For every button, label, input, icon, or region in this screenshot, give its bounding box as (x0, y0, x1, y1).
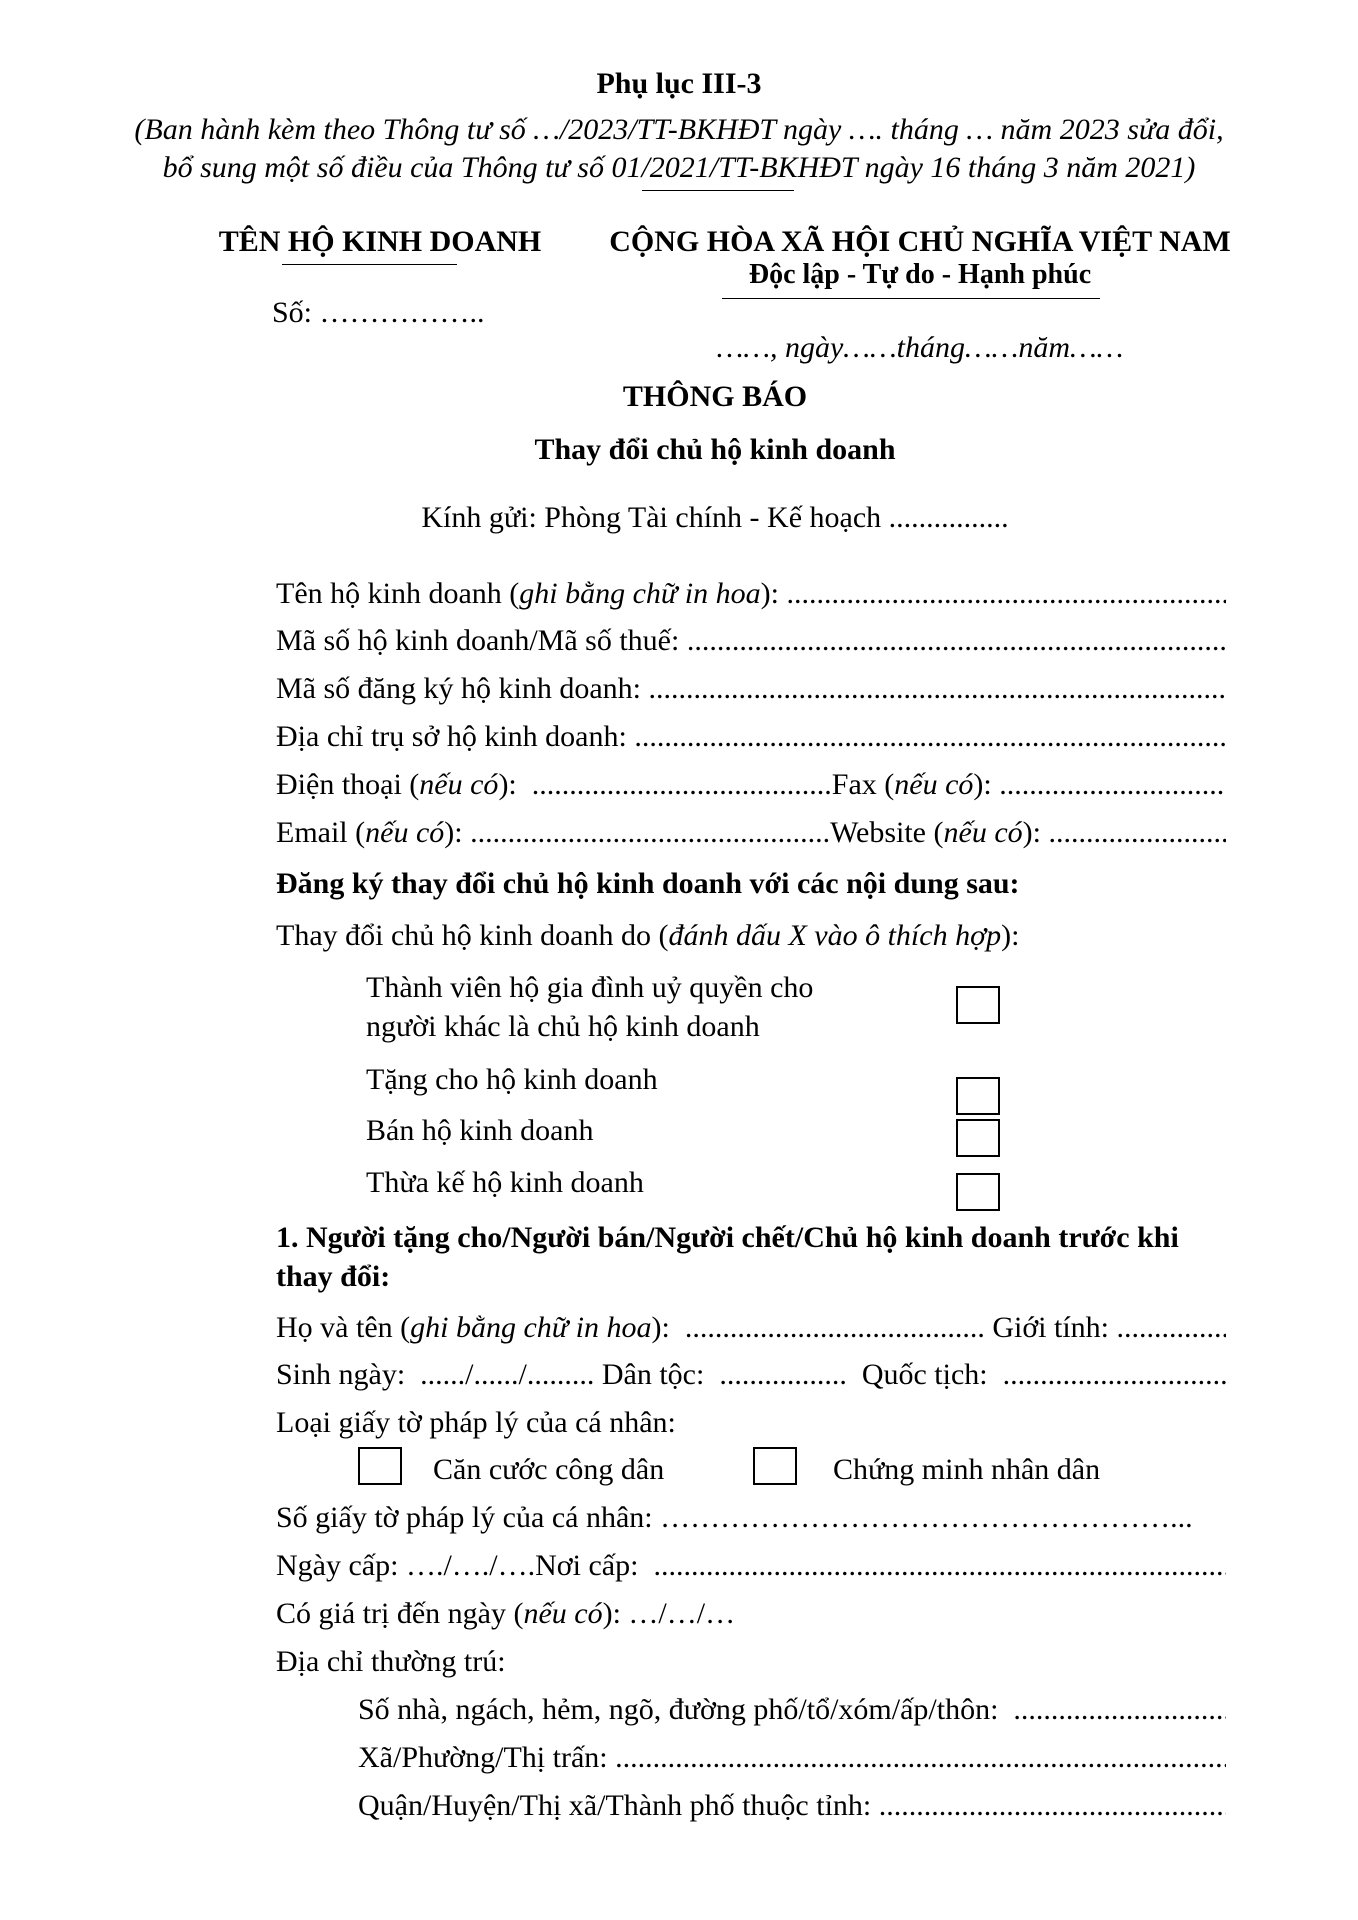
phone-fax-row (276, 767, 1226, 803)
issue-date-field[interactable]: …./…./…. (405, 1549, 536, 1582)
website-field[interactable] (1048, 815, 1226, 851)
phone-label: Điện thoại (nếu có): (276, 768, 517, 801)
issue-date-label: Ngày cấp: (276, 1549, 399, 1582)
tax-code-field[interactable]: Mã số hộ kinh doanh/Mã số thuế: ..... (276, 623, 1226, 659)
dob-field[interactable]: ....../....../......... (420, 1358, 595, 1391)
option-inheritance-label: Thừa kế hộ kinh doanh (366, 1166, 644, 1199)
ethnicity-label: Dân tộc: (601, 1358, 705, 1391)
email-label: Email (nếu có): (276, 816, 463, 849)
fax-field[interactable] (999, 767, 1226, 803)
option-gift-label: Tặng cho hộ kinh doanh (366, 1063, 658, 1096)
document-subtitle: Thay đổi chủ hộ kinh doanh (534, 433, 896, 466)
valid-until-field[interactable]: Có giá trị đến ngày (nếu có): …/…/… (276, 1597, 736, 1630)
nationality-field[interactable] (1003, 1357, 1226, 1393)
gender-field[interactable] (1117, 1310, 1226, 1346)
decree-reference-line-2: bổ sung một số điều của Thông tư số 01/2021/TT-BKHĐT ngày 16 tháng 3 năm 2021) (162, 151, 1196, 184)
fullname-label: Họ và tên (ghi bằng chữ in hoa): (276, 1311, 670, 1344)
fax-label: Fax (nếu có): (831, 768, 992, 801)
sale-checkbox[interactable] (956, 1119, 1000, 1157)
appendix-title: Phụ lục III-3 (596, 67, 762, 100)
fullname-gender-row (276, 1310, 1226, 1346)
dob-ethnicity-row (276, 1357, 1226, 1393)
head-office-address-field[interactable]: Địa chỉ trụ sở hộ kinh doanh: ..... (276, 719, 1226, 755)
option-authorization-line-2: người khác là chủ hộ kinh doanh (366, 1010, 760, 1043)
place-date-line: ……, ngày……tháng……năm…… (716, 331, 1124, 364)
person-section-heading-line-2: thay đổi: (276, 1260, 391, 1293)
business-label-underline (282, 264, 457, 265)
id-type-label: Loại giấy tờ pháp lý của cá nhân: (276, 1406, 676, 1439)
residence-label: Địa chỉ thường trú: (276, 1645, 506, 1678)
person-section-heading-line-1: 1. Người tặng cho/Người bán/Người chết/Chủ hộ kinh doanh trước khi (276, 1221, 1179, 1254)
gift-checkbox[interactable] (956, 1077, 1000, 1115)
option-authorization-line-1: Thành viên hộ gia đình uỷ quyền cho (366, 971, 814, 1004)
inheritance-checkbox[interactable] (956, 1173, 1000, 1211)
email-website-row (276, 815, 1226, 851)
gender-label: Giới tính: (992, 1311, 1110, 1344)
business-name-field[interactable]: Tên hộ kinh doanh ( ghi bằng chữ in hoa ): ..... (276, 576, 1226, 612)
motto-underline (722, 298, 1100, 299)
recipient-line: Kính gửi: Phòng Tài chính - Kế hoạch ................ (421, 501, 1009, 534)
document-title: THÔNG BÁO (622, 380, 808, 413)
option-sale-label: Bán hộ kinh doanh (366, 1114, 594, 1147)
decree-underline (642, 190, 794, 191)
business-name-label: TÊN HỘ KINH DOANH (218, 225, 542, 258)
identity-card-checkbox[interactable] (753, 1447, 797, 1485)
change-reason-label: Thay đổi chủ hộ kinh doanh do (đánh dấu X vào ô thích hợp): (276, 919, 1020, 952)
decree-reference-line-1: (Ban hành kèm theo Thông tư số …/2023/TT-BKHĐT ngày …. tháng … năm 2023 sửa đổi, (134, 113, 1224, 146)
id-number-row (276, 1500, 1226, 1536)
citizen-id-checkbox[interactable] (358, 1447, 402, 1485)
nationality-label: Quốc tịch: (861, 1358, 988, 1391)
document-number: Số: …………….. (272, 296, 485, 329)
email-field[interactable] (470, 815, 830, 851)
id-number-field[interactable]: ……………………………………………... (660, 1501, 1193, 1534)
authorization-checkbox[interactable] (956, 986, 1000, 1024)
registration-code-field[interactable]: Mã số đăng ký hộ kinh doanh: ..... (276, 671, 1226, 707)
website-label: Website (nếu có): (830, 816, 1041, 849)
issue-row (276, 1548, 1226, 1584)
fullname-field[interactable] (685, 1310, 985, 1346)
identity-card-option-label: Chứng minh nhân dân (833, 1453, 1101, 1486)
id-number-label: Số giấy tờ pháp lý của cá nhân: (276, 1501, 653, 1534)
district-field[interactable]: Quận/Huyện/Thị xã/Thành phố thuộc tỉnh: ..... (358, 1788, 1226, 1824)
issue-place-field[interactable] (653, 1548, 1226, 1584)
citizen-id-option-label: Căn cước công dân (433, 1453, 665, 1486)
ethnicity-field[interactable]: ................. (719, 1358, 847, 1391)
national-title: CỘNG HÒA XÃ HỘI CHỦ NGHĨA VIỆT NAM (609, 225, 1231, 258)
street-field[interactable]: Số nhà, ngách, hẻm, ngõ, đường phố/tổ/xóm/ấp/thôn: ..... (358, 1692, 1226, 1728)
issue-place-label: Nơi cấp: (535, 1549, 639, 1582)
change-section-heading: Đăng ký thay đổi chủ hộ kinh doanh với các nội dung sau: (276, 867, 1020, 900)
national-motto: Độc lập - Tự do - Hạnh phúc (748, 259, 1092, 290)
phone-field[interactable] (532, 767, 832, 803)
dob-label: Sinh ngày: (276, 1358, 406, 1391)
ward-field[interactable]: Xã/Phường/Thị trấn: ..... (358, 1740, 1226, 1776)
